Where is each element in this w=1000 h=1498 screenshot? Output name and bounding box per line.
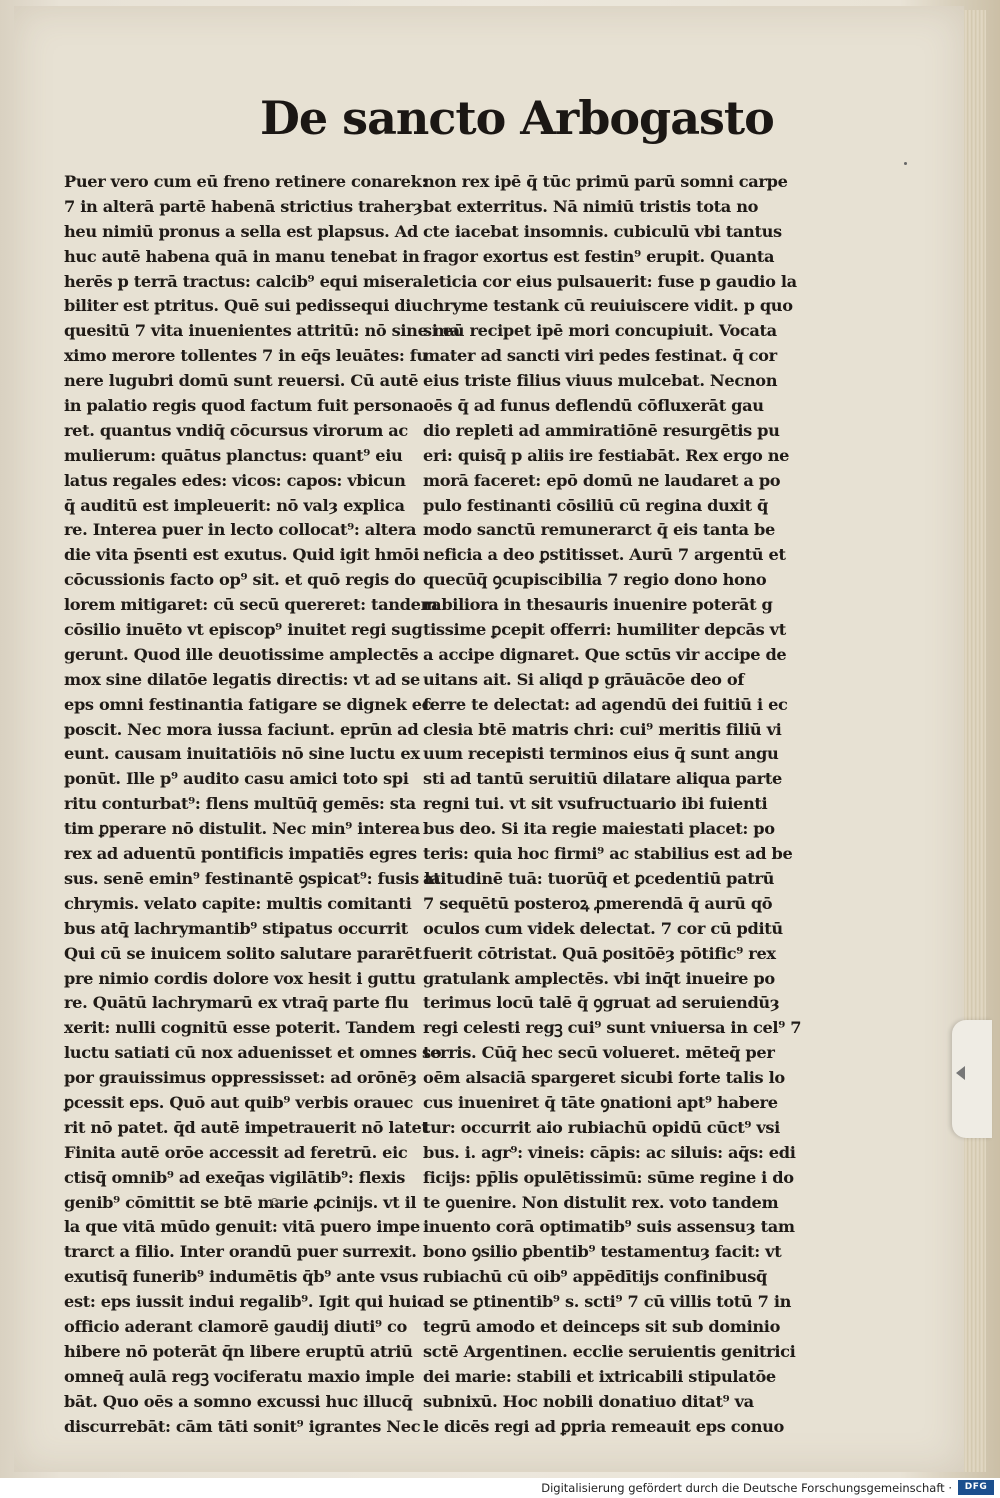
text-line: subnixū. Hoc nobili donatiuo ditat⁹ va (423, 1391, 754, 1411)
text-line: re. Interea puer in lecto collocat⁹: altera (64, 520, 417, 540)
text-line: oculos cum videk delectat. 7 cor cū pditū (423, 918, 783, 938)
text-line: biliter est ptritus. Quē sui pedissequi diu (64, 296, 423, 316)
text-line: chryme testank cū reuiuiscere vidit. p quo (423, 296, 793, 316)
footer-credit: Digitalisierung gefördert durch die Deutsche Forschungsgemeinschaft · (541, 1481, 952, 1495)
text-line: regni tui. vt sit vsufructuario ibi fuienti (423, 794, 768, 814)
text-line: ximo merore tollentes 7 in eq̄s leuātes: fu (64, 346, 428, 366)
text-line: 7 in alterā partē habenā strictius traherȝ (64, 196, 423, 216)
text-line: uum recepisti terminos eius q̄ sunt angu (423, 744, 779, 764)
text-line: Qui cū se inuicem solito salutare pararēt (64, 943, 422, 963)
text-line: heu nimiū pronus a sella est plapsus. Ad (64, 221, 418, 241)
text-line: mulierum: quātus planctus: quant⁹ eiu (64, 445, 403, 465)
text-line: tissime ꝑcepit offerri: humiliter depcās vt (423, 620, 786, 640)
text-line: in palatio regis quod factum fuit persona (64, 396, 424, 416)
text-line: morā faceret: epō domū ne laudaret a po (423, 470, 781, 490)
text-line: sus. senē emin⁹ festinantē ꝯspicat⁹: fusis la (64, 868, 441, 888)
text-line: exutisq̄ funerib⁹ indumētis q̄b⁹ ante vsus (64, 1267, 419, 1287)
text-line: trarct a filio. Inter orandū puer surrexit. (64, 1242, 417, 1262)
text-line: rex ad aduentū pontificis impatiēs egres (64, 844, 417, 864)
text-line: clesia btē matris chri: cui⁹ meritis filiū vi (423, 719, 782, 739)
text-line: si eū recipet ipē mori concupiuit. Vocata (423, 321, 777, 341)
text-line: q̄ auditū est impleuerit: nō valȝ explica (64, 495, 405, 515)
text-line: eps omni festinantia fatigare se dignek ec (64, 694, 432, 714)
text-line: poscit. Nec mora iussa faciunt. eprūn ad (64, 719, 419, 739)
text-line: fragor exortus est festin⁹ erupit. Quanta (423, 246, 775, 266)
text-line: tur: occurrit aio rubiachū opidū cūct⁹ vsi (423, 1117, 780, 1137)
text-line: omneq̄ aulā regꝫ vociferatu maxio imple (64, 1366, 415, 1386)
tab-arrow-icon (956, 1066, 965, 1080)
text-line: le dicēs regi ad ꝑpria remeauit eps conuo (423, 1416, 785, 1436)
text-line: ctisq̄ omnib⁹ ad exeq̄as vigilātib⁹: flexis (64, 1167, 405, 1187)
text-line: die vita p̄senti est exutus. Quid igit hmōi (64, 545, 420, 565)
text-line: eius triste filius viuus mulcebat. Necnon (423, 371, 778, 391)
text-line: pulo festinanti cōsiliū cū regina duxit q̄ (423, 495, 769, 515)
text-line: mater ad sancti viri pedes festinat. q̄ cor (423, 346, 777, 366)
text-line: cte iacebat insomnis. cubiculū vbi tantus (423, 221, 782, 241)
text-line: discurrebāt: cām tāti sonit⁹ igrantes Nec (64, 1416, 421, 1436)
text-line: terris. Cūq̄ hec secū volueret. mēteq̄ per (423, 1043, 775, 1063)
text-line: rubiachū cū oib⁹ appēdītijs confinibusq̄ (423, 1267, 767, 1287)
left-text-column (64, 170, 460, 1439)
text-line: nere lugubri domū sunt reuersi. Cū autē (64, 371, 419, 391)
text-line: hibere nō poterāt q̄n libere eruptū atriū (64, 1341, 413, 1361)
right-text-column (423, 170, 802, 1439)
text-line: teris: quia hoc firmi⁹ ac stabilius est ad be (423, 844, 793, 864)
text-line: ritu conturbat⁹: flens multūq̄ gemēs: sta (64, 794, 416, 814)
text-line: ad se ꝑtinentib⁹ s. scti⁹ 7 cū villis totū 7 in (423, 1292, 792, 1312)
text-line: lorem mitigaret: cū secū quereret: tandem (64, 595, 438, 615)
text-line: re. Quātū lachrymarū ex vtraq̄ parte flu (64, 993, 409, 1013)
text-line: mox sine dilatōe legatis directis: vt ad se (64, 669, 420, 689)
dfg-logo: DFG (958, 1480, 994, 1495)
text-line: eri: quisq̄ p aliis ire festiabāt. Rex ergo ne (423, 445, 790, 465)
text-line: fuerit cōtristat. Quā ꝑositōēȝ pōtific⁹ rex (423, 943, 776, 963)
text-line: regi celesti regꝫ cui⁹ sunt vniuersa in cel⁹ 7 (423, 1018, 802, 1038)
text-line: oēs q̄ ad funus deflendū cōfluxerāt gau (423, 396, 764, 416)
text-line: 7 sequētū posteroꝝ ꝓmerendā q̄ aurū qō (423, 893, 773, 913)
text-line: bus. i. agr⁹: vineis: cāpis: ac siluis: aq̄s: edi (423, 1142, 796, 1162)
page-mark (271, 1198, 278, 1205)
text-line: officio aderant clamorē gaudij diuti⁹ co (64, 1316, 407, 1336)
text-line: sctē Argentinen. ecclie seruientis genitrici (423, 1341, 796, 1361)
text-line: gerunt. Quod ille deuotissime amplectēs (64, 644, 419, 664)
text-line: ferre te delectat: ad agendū dei fuitiū i ec (423, 694, 788, 714)
text-line: inuento corā optimatib⁹ suis assensuȝ tam (423, 1217, 795, 1237)
text-line: bat exterritus. Nā nimiū tristis tota no (423, 196, 759, 216)
text-line: ponūt. Ille p⁹ audito casu amici toto spi (64, 769, 409, 789)
text-line: bus deo. Si ita regie maiestati placet: po (423, 819, 775, 839)
text-line: ficijs: pp̄lis opulētissimū: sūme regine i do (423, 1167, 794, 1187)
text-line: latus regales edes: vicos: capos: vbicun (64, 470, 406, 490)
text-line: non rex ipē q̄ tūc primū parū somni carpe (423, 172, 788, 191)
text-line: tim ꝑperare nō distulit. Nec min⁹ interea (64, 819, 420, 839)
text-line: la que vitā mūdo genuit: vitā puero impe (64, 1217, 420, 1237)
text-line: Finita autē orōe accessit ad feretrū. eic (64, 1142, 408, 1162)
text-line: bus atq̄ lachrymantib⁹ stipatus occurrit (64, 918, 408, 938)
text-line: ꝑcessit eps. Quō aut quib⁹ verbis orauec (64, 1092, 414, 1112)
text-line: cus inueniret q̄ tāte ꝯnationi apt⁹ habere (423, 1092, 778, 1112)
text-line: Puer vero cum eū freno retinere conarek: (64, 172, 428, 191)
text-line: bono ꝯsilio ꝑbentib⁹ testamentuȝ facit: vt (423, 1242, 782, 1262)
text-line: rit nō patet. q̄d autē impetrauerit nō latet (64, 1117, 429, 1137)
text-line: oēm alsaciā spargeret sicubi forte talis lo (423, 1068, 785, 1088)
text-line: gratulank amplectēs. vbi inq̄t inueire po (423, 968, 775, 988)
text-line: sti ad tantū seruitiū dilatare aliqua parte (423, 769, 782, 789)
text-line: luctu satiati cū nox aduenisset et omnes so (64, 1043, 442, 1063)
text-line: te ꝯuenire. Non distulit rex. voto tandem (423, 1192, 779, 1212)
page-heading: De sancto Arbogasto (260, 91, 774, 145)
text-line: uitans ait. Si aliqd p grāuācōe deo of (423, 669, 744, 689)
text-line: cōcussionis facto op⁹ sit. et quō regis do (64, 570, 416, 590)
text-line: cōsilio inuēto vt episcop⁹ inuitet regi sug (64, 620, 423, 640)
text-line: bāt. Quo oēs a somno excussi huc illucq̄ (64, 1391, 413, 1411)
text-line: pre nimio cordis dolore vox hesit i guttu (64, 968, 416, 988)
text-line: dio repleti ad ammiratiōnē resurgētis pu (423, 420, 780, 440)
text-line: eunt. causam inuitatiōis nō sine luctu ex (64, 744, 420, 764)
text-line: chrymis. velato capite: multis comitanti (64, 893, 412, 913)
text-line: huc autē habena quā in manu tenebat in (64, 246, 420, 266)
text-line: est: eps iussit indui regalib⁹. Igit qui huic (64, 1292, 427, 1312)
text-line: rabiliora in thesauris inuenire poterāt g (423, 595, 773, 615)
text-line: genib⁹ cōmittit se btē marie ꝓcinijs. vt il (64, 1192, 417, 1212)
text-line: por grauissimus oppressisset: ad orōnēȝ (64, 1068, 417, 1088)
text-line: quesitū 7 vita inuenientes attritū: nō sine ma (64, 321, 460, 341)
text-line: modo sanctū remunerarct q̄ eis tanta be (423, 520, 775, 540)
text-line: xerit: nulli cognitū esse poterit. Tandem (64, 1018, 416, 1038)
text-line: ret. quantus vndiq̄ cōcursus virorum ac (64, 420, 408, 440)
text-line: atitudinē tuā: tuorūq̄ et ꝑcedentiū patrū (423, 868, 775, 888)
text-line: neficia a deo ꝑstitisset. Aurū 7 argentū et (423, 545, 786, 565)
text-line: herēs p terrā tractus: calcib⁹ equi misera (64, 271, 423, 291)
text-line: terimus locū talē q̄ ꝯgruat ad seruiendūȝ (423, 993, 780, 1013)
page-edges (964, 10, 986, 1472)
text-line: leticia cor eius pulsauerit: fuse p gaudio la (423, 271, 797, 291)
text-line: tegrū amodo et deinceps sit sub dominio (423, 1316, 781, 1336)
text-line: a accipe dignaret. Que sctūs vir accipe de (423, 644, 787, 664)
text-line: dei marie: stabili et ixtricabili stipulatōe (423, 1366, 776, 1386)
paper-speck (904, 162, 907, 165)
text-line: quecūq̄ ꝯcupiscibilia 7 regio dono hono (423, 570, 767, 590)
